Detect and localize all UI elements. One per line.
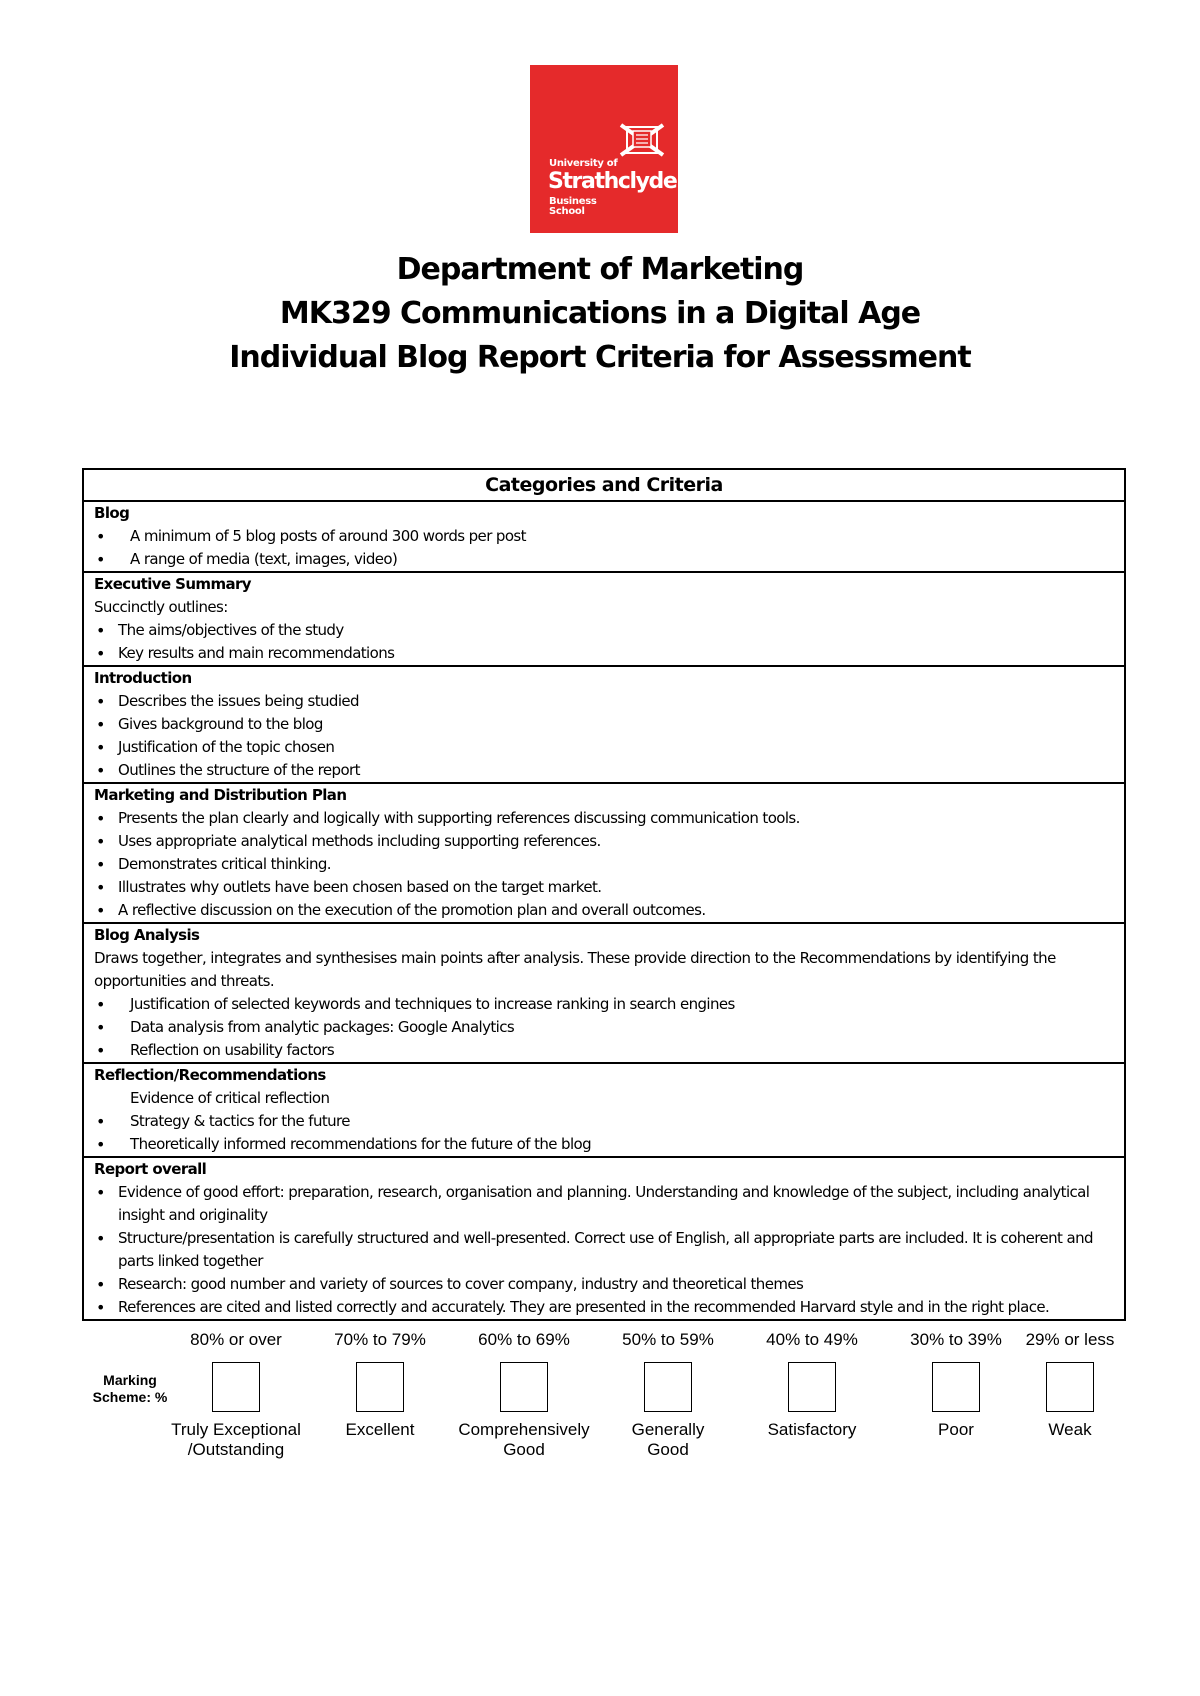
- list-item: • Justification of selected keywords and techniques to increase ranking in search engines: [94, 993, 1124, 1016]
- list-item: • Demonstrates critical thinking.: [94, 853, 1124, 876]
- assessment-title: Individual Blog Report Criteria for Assessment: [229, 340, 971, 375]
- list-item: • Research: good number and variety of sources to cover company, industry and theoretical themes: [94, 1273, 1124, 1296]
- criteria-table-heading: Categories and Criteria: [84, 470, 1124, 502]
- grade-checkbox[interactable]: [1046, 1362, 1094, 1412]
- grade-range: 29% or less: [1025, 1330, 1115, 1349]
- section-title: Introduction: [94, 669, 192, 687]
- list-item: • A range of media (text, images, video): [94, 548, 1124, 571]
- list-item: • Presents the plan clearly and logically with supporting references discussing communication tools.: [94, 807, 1124, 830]
- grade-checkbox[interactable]: [644, 1362, 692, 1412]
- section-title: Blog: [94, 504, 130, 522]
- grade-range: 30% to 39%: [910, 1330, 1002, 1349]
- section-blog: [84, 502, 1124, 571]
- list-item: • References are cited and listed correctly and accurately. They are presented in the recommended Harvard style and in the right place.: [94, 1296, 1124, 1319]
- section-title: Marketing and Distribution Plan: [94, 786, 347, 804]
- grade-description: Poor: [938, 1420, 974, 1439]
- section-title: Reflection/Recommendations: [94, 1066, 326, 1084]
- grade-checkbox[interactable]: [932, 1362, 980, 1412]
- marking-scheme: [82, 1328, 1142, 1468]
- course-title: MK329 Communications in a Digital Age: [279, 296, 921, 331]
- grade-description: Weak: [1048, 1420, 1092, 1439]
- list-item: • A minimum of 5 blog posts of around 300 words per post: [94, 525, 1124, 548]
- grade-checkbox[interactable]: [212, 1362, 260, 1412]
- list-item: • Illustrates why outlets have been chosen based on the target market.: [94, 876, 1124, 899]
- list-item: • Structure/presentation is carefully structured and well-presented. Correct use of English, all appropriate parts are included. It is coherent and parts linked together: [94, 1227, 1124, 1273]
- list-item: • Data analysis from analytic packages: Google Analytics: [94, 1016, 1124, 1039]
- list-item: • A reflective discussion on the execution of the promotion plan and overall outcomes.: [94, 899, 1124, 922]
- document-titles: [0, 248, 1200, 380]
- section-reflection: [84, 1062, 1124, 1156]
- marking-scheme-label: Marking Scheme: %: [92, 1372, 168, 1405]
- section-blog-analysis: [84, 922, 1124, 1062]
- logo-business-school: Business School: [549, 196, 597, 217]
- list-item: • Key results and main recommendations: [94, 642, 1124, 665]
- grade-description: Truly Exceptional /Outstanding: [171, 1420, 301, 1459]
- section-plain-line: Evidence of critical reflection: [130, 1089, 330, 1107]
- list-item: • Evidence of good effort: preparation, research, organisation and planning. Understanding and knowledge of the subject, including analytical insight and originality: [94, 1181, 1124, 1227]
- grade-70-79: [310, 1328, 450, 1440]
- grade-range: 50% to 59%: [622, 1330, 714, 1349]
- section-intro: Succinctly outlines:: [94, 598, 228, 616]
- list-item: • Justification of the topic chosen: [94, 736, 1124, 759]
- grade-description: Excellent: [345, 1420, 415, 1439]
- university-logo: [530, 65, 678, 233]
- section-report-overall: [84, 1156, 1124, 1319]
- section-executive-summary: [84, 571, 1124, 665]
- logo-university-of: University of: [549, 158, 618, 169]
- criteria-table: [82, 468, 1126, 1321]
- list-item: • Describes the issues being studied: [94, 690, 1124, 713]
- list-item: • Reflection on usability factors: [94, 1039, 1124, 1062]
- list-item: • Strategy & tactics for the future: [94, 1110, 1124, 1133]
- section-marketing-plan: [84, 782, 1124, 922]
- list-item: • Outlines the structure of the report: [94, 759, 1124, 782]
- grade-50-59: [598, 1328, 738, 1460]
- list-item: • Theoretically informed recommendations for the future of the blog: [94, 1133, 1124, 1156]
- grade-range: 60% to 69%: [478, 1330, 570, 1349]
- grade-60-69: [454, 1328, 594, 1460]
- grade-29-or-less: [1000, 1328, 1140, 1440]
- department-title: Department of Marketing: [396, 252, 804, 287]
- grade-range: 70% to 79%: [334, 1330, 426, 1349]
- grade-40-49: [742, 1328, 882, 1440]
- grade-checkbox[interactable]: [788, 1362, 836, 1412]
- grade-range: 80% or over: [190, 1330, 282, 1349]
- shield-crest-icon: [617, 121, 667, 159]
- grade-description: Satisfactory: [767, 1420, 857, 1439]
- list-item: • The aims/objectives of the study: [94, 619, 1124, 642]
- grade-description: Comprehensively Good: [458, 1420, 590, 1459]
- grade-range: 40% to 49%: [766, 1330, 858, 1349]
- grade-description: Generally Good: [631, 1420, 705, 1459]
- grade-80-plus: [166, 1328, 306, 1460]
- section-intro: Draws together, integrates and synthesises main points after analysis. These provide direction to the Recommendations by identifying the opportunities and threats.: [94, 949, 1056, 990]
- grade-checkbox[interactable]: [356, 1362, 404, 1412]
- grade-checkbox[interactable]: [500, 1362, 548, 1412]
- section-introduction: [84, 665, 1124, 782]
- section-title: Report overall: [94, 1160, 207, 1178]
- section-title: Executive Summary: [94, 575, 251, 593]
- list-item: • Uses appropriate analytical methods including supporting references.: [94, 830, 1124, 853]
- section-title: Blog Analysis: [94, 926, 200, 944]
- logo-strathclyde: Strathclyde: [548, 169, 677, 194]
- list-item: • Gives background to the blog: [94, 713, 1124, 736]
